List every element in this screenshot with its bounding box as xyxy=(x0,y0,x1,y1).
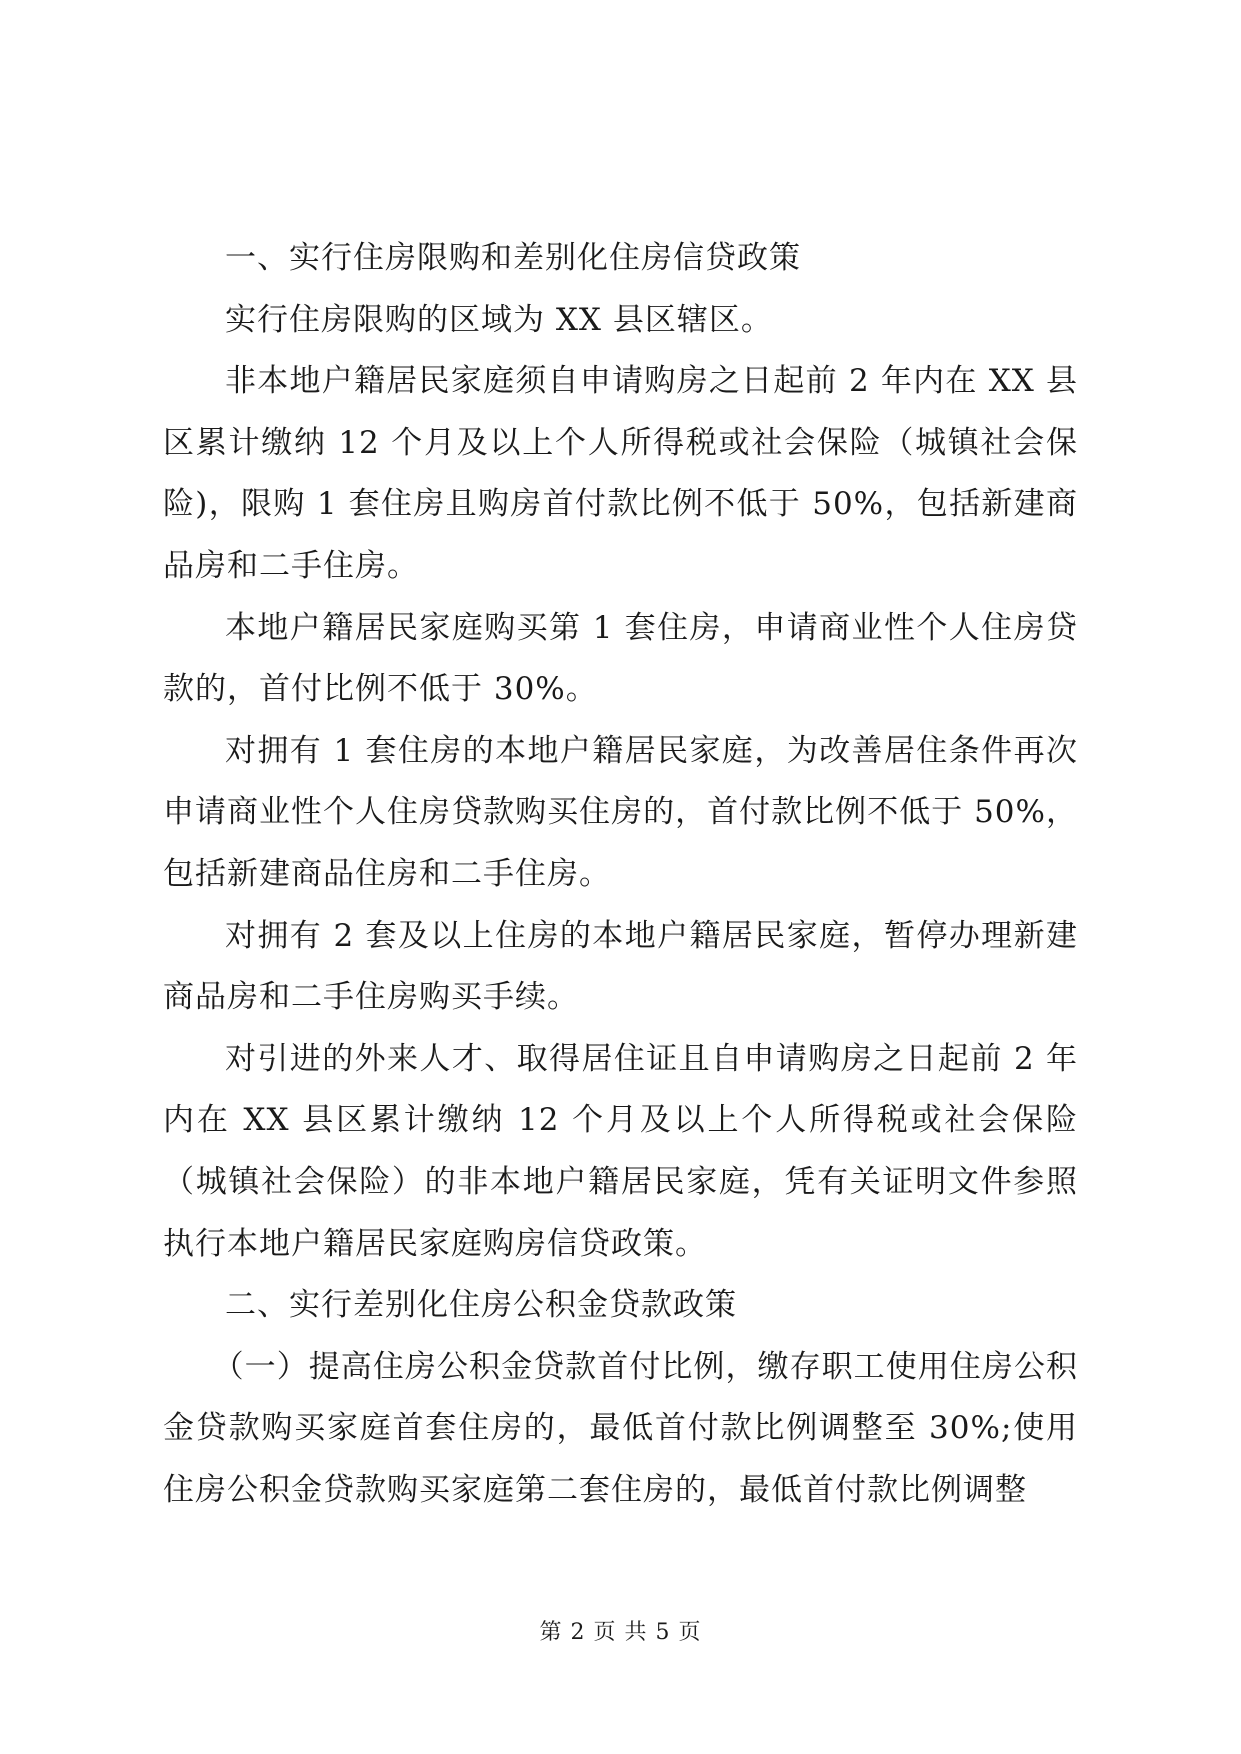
paragraph-restriction-area: 实行住房限购的区域为 XX 县区辖区。 xyxy=(225,301,773,338)
paragraph-second-home: 对拥有 1 套住房的本地户籍居民家庭，为改善居住条件再次申请商业性个人住房贷款购买住房的，首付款比例不低于 50%，包括新建商品住房和二手住房。 xyxy=(163,732,1078,892)
section-heading-1: 一、实行住房限购和差别化住房信贷政策 xyxy=(225,240,801,276)
paragraph-first-home: 本地户籍居民家庭购买第 1 套住房，申请商业性个人住房贷款的，首付比例不低于 30%。 xyxy=(163,609,1078,708)
section-heading-2: 二、实行差别化住房公积金贷款政策 xyxy=(225,1287,737,1324)
paragraph-two-or-more-homes: 对拥有 2 套及以上住房的本地户籍居民家庭，暂停办理新建商品房和二手住房购买手续。 xyxy=(163,917,1078,1016)
page-number-footer: 第 2 页 共 5 页 xyxy=(539,1620,702,1645)
document-body xyxy=(163,228,1078,1521)
paragraph-non-local-households: 非本地户籍居民家庭须自申请购房之日起前 2 年内在 XX 县区累计缴纳 12 个月及以上个人所得税或社会保险（城镇社会保险)，限购 1 套住房且购房首付款比例不低于 50%，包括新建商品房和二手住房。 xyxy=(163,363,1078,584)
paragraph-talent-policy: 对引进的外来人才、取得居住证且自申请购房之日起前 2 年内在 XX 县区累计缴纳 12 个月及以上个人所得税或社会保险（城镇社会保险）的非本地户籍居民家庭，凭有关证明文件参照执行本地户籍居民家庭购房信贷政策。 xyxy=(163,1040,1078,1262)
paragraph-provident-fund: （一）提高住房公积金贷款首付比例，缴存职工使用住房公积金贷款购买家庭首套住房的，最低首付款比例调整至 30%;使用住房公积金贷款购买家庭第二套住房的，最低首付款比例调整 xyxy=(163,1348,1078,1508)
